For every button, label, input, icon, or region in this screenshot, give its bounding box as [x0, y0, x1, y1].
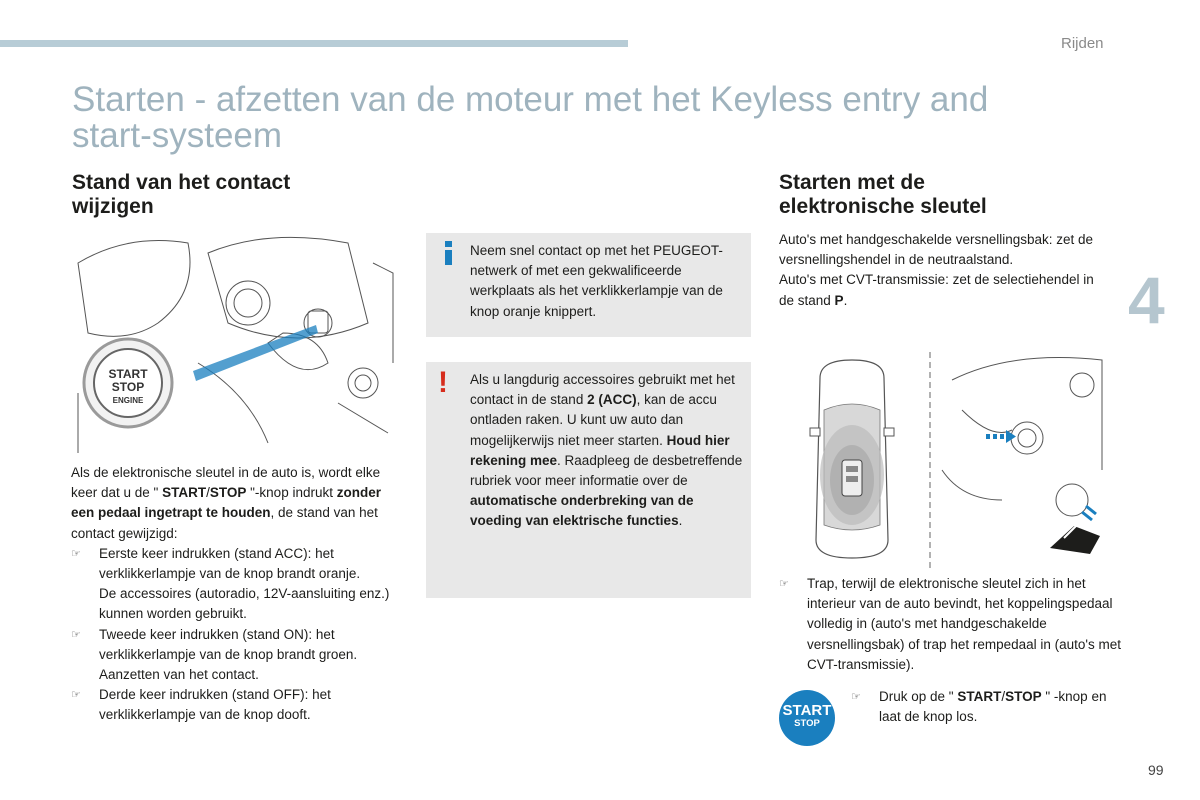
- page-number: 99: [1148, 762, 1164, 778]
- list-item: ☞ Tweede keer indrukken (stand ON): het verklikkerlampje van de knop brandt groen. Aanzetten van het contact.: [71, 626, 358, 683]
- hand-pointer-icon: ☞: [779, 578, 789, 590]
- left-body: [71, 463, 401, 726]
- svg-text:STOP: STOP: [111, 380, 145, 394]
- svg-text:ENGINE: ENGINE: [112, 396, 144, 405]
- page-title: Starten - afzetten van de moteur met het Keyless entry and start-systeem: [72, 80, 989, 155]
- warning-text: Als u langdurig accessoires gebruikt met het contact in de stand 2 (ACC), kan de accu ontladen raken. U kunt uw auto dan mogelijkerwijs niet meer starten. Houd hier rekening mee. Raadpleeg de desbetreffende rubriek voor meer informatie over de automatische onderbreking van de voeding van elektrische functies.: [470, 372, 743, 529]
- list-item: ☞ Druk op de " START/STOP " -knop en laat de knop los.: [851, 689, 1107, 725]
- keyless-start-illustration: [802, 350, 1108, 570]
- car-top-view-icon: [810, 360, 894, 558]
- list-item: ☞ Derde keer indrukken (stand OFF): het verklikkerlampje van de knop dooft.: [71, 687, 331, 723]
- info-text: Neem snel contact op met het PEUGEOT-netwerk of met een gekwalificeerde werkplaats als het verklikkerlampje van de knop oranje knippert.: [470, 243, 723, 319]
- hand-pointer-icon: ☞: [71, 547, 81, 560]
- left-heading: Stand van het contact wijzigen: [72, 171, 291, 218]
- section-label: Rijden: [1061, 35, 1104, 52]
- warning-box: [426, 362, 751, 598]
- chapter-number: 4: [1128, 263, 1165, 337]
- warning-icon: !: [438, 366, 448, 399]
- list-item: ☞ Trap, terwijl de elektronische sleutel zich in het interieur van de auto bevindt, het koppelingspedaal volledig in (auto's met handgeschakelde versnellingsbak) of trap het rempedaal in (auto's met CVT-transmissie).: [779, 576, 1121, 672]
- info-icon: [442, 241, 456, 265]
- left-intro: Als de elektronische sleutel in de auto is, wordt elke keer dat u de " START/STOP "-knop indrukt zonder een pedaal ingetrapt te houden, de stand van het contact gewijzigd:: [71, 465, 381, 541]
- header-rule: [0, 40, 628, 47]
- hand-pointer-icon: ☞: [71, 689, 81, 702]
- right-heading: Starten met de elektronische sleutel: [779, 171, 987, 218]
- info-box: [426, 233, 751, 337]
- hand-pointer-icon: ☞: [71, 628, 81, 641]
- pedal-foot-icon: [1050, 506, 1100, 554]
- right-intro: Auto's met handgeschakelde versnellingsbak: zet de versnellingshendel in de neutraalstand. Auto's met CVT-transmissie: zet de selectiehendel in de stand P.: [779, 232, 1094, 308]
- start-stop-icon: START STOP: [779, 690, 835, 746]
- svg-text:START: START: [108, 367, 148, 381]
- list-item: ☞ Eerste keer indrukken (stand ACC): het verklikkerlampje van de knop brandt oranje. De accessoires (autoradio, 12V-aansluiting enz.) kunnen worden gebruikt.: [71, 545, 390, 622]
- hand-pointer-icon: ☞: [851, 691, 861, 703]
- start-button-illustration: [68, 233, 398, 455]
